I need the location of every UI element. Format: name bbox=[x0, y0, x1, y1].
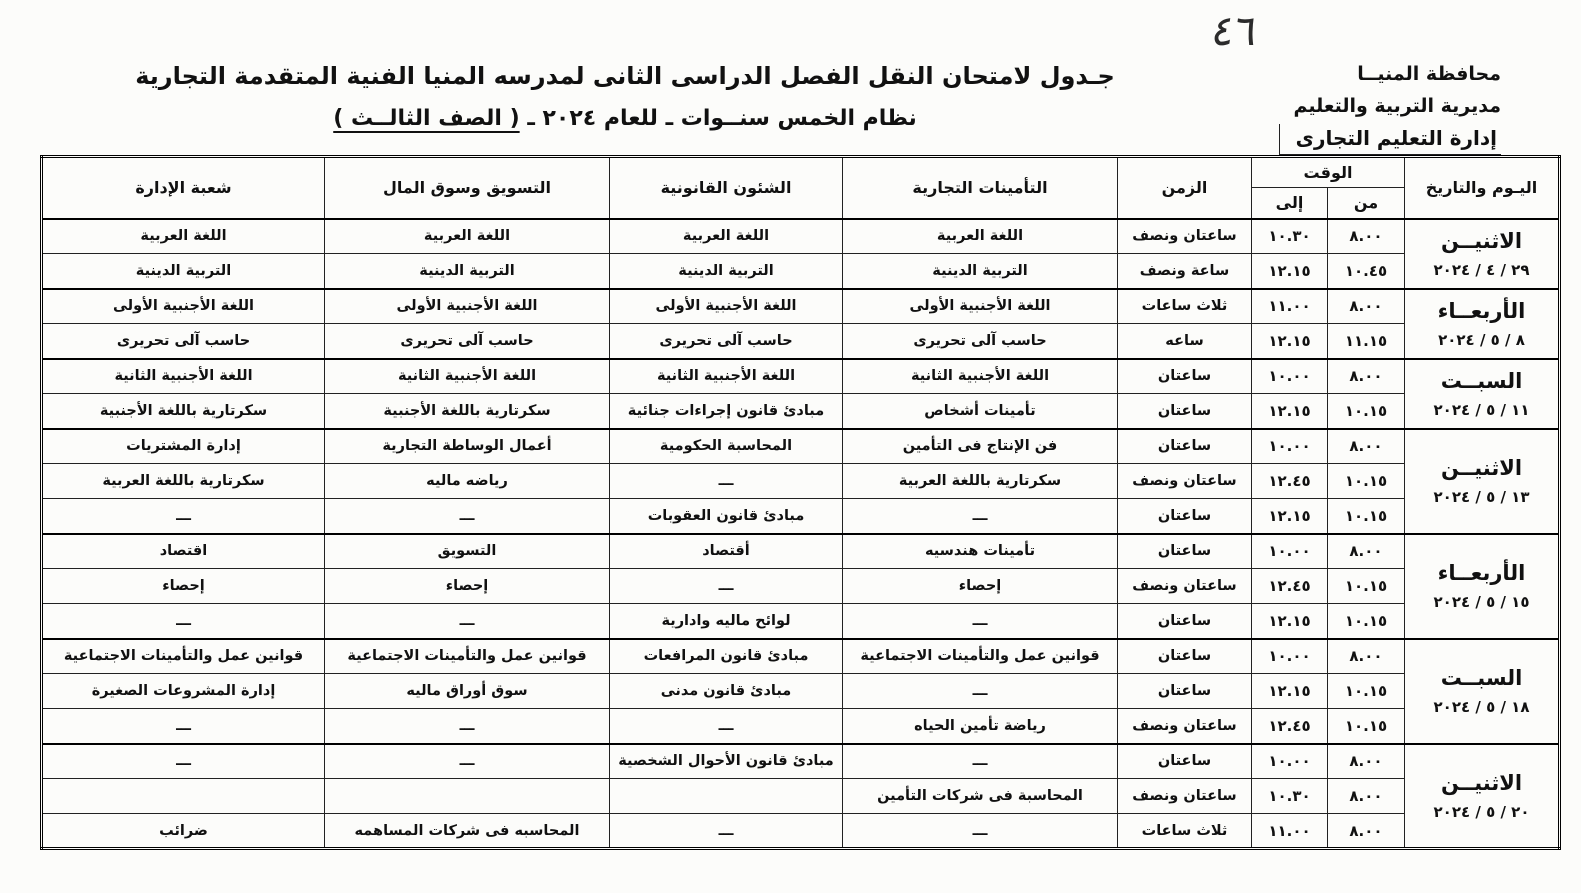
insurance-subject-cell: اللغة الأجنبية الأولى bbox=[843, 289, 1118, 324]
time-from-cell: ٨.٠٠ bbox=[1328, 779, 1405, 814]
exam-row bbox=[42, 219, 1560, 254]
exam-row bbox=[42, 814, 1560, 849]
time-from-cell: ١٠.١٥ bbox=[1328, 499, 1405, 534]
time-from-cell: ٨.٠٠ bbox=[1328, 429, 1405, 464]
duration-cell: ساعتان ونصف bbox=[1118, 219, 1252, 254]
marketing-subject-cell: إحصاء bbox=[325, 569, 610, 604]
time-from-cell: ١٠.١٥ bbox=[1328, 464, 1405, 499]
duration-cell: ساعتان bbox=[1118, 744, 1252, 779]
time-from-cell: ٨.٠٠ bbox=[1328, 744, 1405, 779]
day-name: الاثنيــن bbox=[1440, 770, 1523, 795]
insurance-subject-cell: تأمينات هندسيه bbox=[843, 534, 1118, 569]
day-date-cell bbox=[1405, 289, 1560, 359]
time-to-cell: ١١.٠٠ bbox=[1252, 814, 1328, 849]
time-from-cell: ١٠.١٥ bbox=[1328, 674, 1405, 709]
header-time: الوقت bbox=[1252, 157, 1405, 188]
insurance-subject-cell: ـــ bbox=[843, 499, 1118, 534]
duration-cell: ساعتان bbox=[1118, 394, 1252, 429]
legal-subject-cell: اللغة الأجنبية الثانية bbox=[610, 359, 843, 394]
marketing-subject-cell: ـــ bbox=[325, 744, 610, 779]
management-subject-cell: ـــ bbox=[42, 604, 325, 639]
duration-cell: ساعه bbox=[1118, 324, 1252, 359]
marketing-subject-cell: ـــ bbox=[325, 499, 610, 534]
legal-subject-cell: مبادئ قانون إجراءات جنائية bbox=[610, 394, 843, 429]
header-management: شعبة الإدارة bbox=[42, 157, 325, 219]
exam-row bbox=[42, 289, 1560, 324]
exam-row bbox=[42, 569, 1560, 604]
exam-row bbox=[42, 534, 1560, 569]
management-subject-cell bbox=[42, 779, 325, 814]
legal-subject-cell bbox=[610, 779, 843, 814]
exam-row bbox=[42, 254, 1560, 289]
handwritten-page-number: ٤٦ bbox=[1208, 6, 1261, 55]
day-date: ٢٩ / ٤ / ٢٠٢٤ bbox=[1433, 260, 1530, 279]
duration-cell: ساعتان bbox=[1118, 604, 1252, 639]
insurance-subject-cell: تأمينات أشخاص bbox=[843, 394, 1118, 429]
time-from-cell: ٨.٠٠ bbox=[1328, 534, 1405, 569]
time-from-cell: ٨.٠٠ bbox=[1328, 289, 1405, 324]
exam-row bbox=[42, 779, 1560, 814]
marketing-subject-cell: أعمال الوساطة التجارية bbox=[325, 429, 610, 464]
exam-row bbox=[42, 324, 1560, 359]
duration-cell: ثلاث ساعات bbox=[1118, 289, 1252, 324]
issuing-authority bbox=[1231, 58, 1501, 155]
time-from-cell: ١٠.١٥ bbox=[1328, 569, 1405, 604]
day-date: ٨ / ٥ / ٢٠٢٤ bbox=[1438, 330, 1525, 349]
time-to-cell: ١٠.٠٠ bbox=[1252, 429, 1328, 464]
management-subject-cell: قوانين عمل والتأمينات الاجتماعية bbox=[42, 639, 325, 674]
exam-row bbox=[42, 744, 1560, 779]
insurance-subject-cell: حاسب آلى تحريرى bbox=[843, 324, 1118, 359]
duration-cell: ساعتان ونصف bbox=[1118, 709, 1252, 744]
subtitle-system-year: نظام الخمس سنــوات ـ للعام ٢٠٢٤ ـ bbox=[527, 106, 917, 131]
exam-row bbox=[42, 359, 1560, 394]
marketing-subject-cell: حاسب آلى تحريرى bbox=[325, 324, 610, 359]
time-to-cell: ١٢.٤٥ bbox=[1252, 709, 1328, 744]
exam-row bbox=[42, 429, 1560, 464]
insurance-subject-cell: اللغة الأجنبية الثانية bbox=[843, 359, 1118, 394]
management-subject-cell: ـــ bbox=[42, 744, 325, 779]
management-subject-cell: إحصاء bbox=[42, 569, 325, 604]
duration-cell: ساعتان bbox=[1118, 639, 1252, 674]
time-from-cell: ٨.٠٠ bbox=[1328, 639, 1405, 674]
page-subtitle bbox=[110, 106, 1140, 131]
exam-row bbox=[42, 674, 1560, 709]
marketing-subject-cell: ـــ bbox=[325, 604, 610, 639]
time-from-cell: ١٠.١٥ bbox=[1328, 604, 1405, 639]
header-duration: الزمن bbox=[1118, 157, 1252, 219]
management-subject-cell: التربية الدينية bbox=[42, 254, 325, 289]
legal-subject-cell: مبادئ قانون مدنى bbox=[610, 674, 843, 709]
duration-cell: ساعتان bbox=[1118, 674, 1252, 709]
time-from-cell: ١١.١٥ bbox=[1328, 324, 1405, 359]
time-from-cell: ٨.٠٠ bbox=[1328, 359, 1405, 394]
legal-subject-cell: ـــ bbox=[610, 709, 843, 744]
day-date-cell bbox=[1405, 429, 1560, 534]
day-date-cell bbox=[1405, 219, 1560, 289]
insurance-subject-cell: ـــ bbox=[843, 814, 1118, 849]
time-from-cell: ١٠.١٥ bbox=[1328, 394, 1405, 429]
exam-row bbox=[42, 499, 1560, 534]
time-to-cell: ١٠.٠٠ bbox=[1252, 359, 1328, 394]
time-to-cell: ١٠.٠٠ bbox=[1252, 639, 1328, 674]
header-day-date: اليـوم والتاريخ bbox=[1405, 157, 1560, 219]
duration-cell: ساعتان ونصف bbox=[1118, 464, 1252, 499]
time-to-cell: ١٢.١٥ bbox=[1252, 499, 1328, 534]
day-name: الاثنيــن bbox=[1440, 456, 1523, 480]
legal-subject-cell: ـــ bbox=[610, 814, 843, 849]
time-to-cell: ١٢.٤٥ bbox=[1252, 464, 1328, 499]
time-from-cell: ٨.٠٠ bbox=[1328, 219, 1405, 254]
insurance-subject-cell: إحصاء bbox=[843, 569, 1118, 604]
time-to-cell: ١٠.٣٠ bbox=[1252, 779, 1328, 814]
legal-subject-cell: مبادئ قانون الأحوال الشخصية bbox=[610, 744, 843, 779]
duration-cell: ساعتان ونصف bbox=[1118, 569, 1252, 604]
header-marketing: التسويق وسوق المال bbox=[325, 157, 610, 219]
insurance-subject-cell: ـــ bbox=[843, 744, 1118, 779]
day-date-cell bbox=[1405, 359, 1560, 429]
day-name: الأربعــاء bbox=[1437, 298, 1526, 323]
marketing-subject-cell: رياضه ماليه bbox=[325, 464, 610, 499]
insurance-subject-cell: التربية الدينية bbox=[843, 254, 1118, 289]
management-subject-cell: اقتصاد bbox=[42, 534, 325, 569]
legal-subject-cell: ـــ bbox=[610, 569, 843, 604]
management-subject-cell: حاسب آلى تحريرى bbox=[42, 324, 325, 359]
time-to-cell: ١٢.١٥ bbox=[1252, 674, 1328, 709]
table-body bbox=[42, 219, 1560, 849]
legal-subject-cell: ـــ bbox=[610, 464, 843, 499]
legal-subject-cell: أقتصاد bbox=[610, 534, 843, 569]
marketing-subject-cell: اللغة الأجنبية الأولى bbox=[325, 289, 610, 324]
page-title: جـدول لامتحان النقل الفصل الدراسى الثانى لمدرسه المنيا الفنية المتقدمة التجارية bbox=[135, 62, 1115, 90]
marketing-subject-cell: التسويق bbox=[325, 534, 610, 569]
legal-subject-cell: لوائح ماليه وادارية bbox=[610, 604, 843, 639]
header-time-from: من bbox=[1328, 188, 1405, 219]
marketing-subject-cell: سوق أوراق ماليه bbox=[325, 674, 610, 709]
day-date: ١٨ / ٥ / ٢٠٢٤ bbox=[1433, 698, 1530, 716]
management-subject-cell: سكرتارية باللغة العربية bbox=[42, 464, 325, 499]
marketing-subject-cell: قوانين عمل والتأمينات الاجتماعية bbox=[325, 639, 610, 674]
management-subject-cell: إدارة المشروعات الصغيرة bbox=[42, 674, 325, 709]
management-subject-cell: ضرائب bbox=[42, 814, 325, 849]
marketing-subject-cell: التربية الدينية bbox=[325, 254, 610, 289]
time-to-cell: ١١.٠٠ bbox=[1252, 289, 1328, 324]
time-to-cell: ١٠.٠٠ bbox=[1252, 744, 1328, 779]
header-insurance: التأمينات التجارية bbox=[843, 157, 1118, 219]
duration-cell: ساعتان bbox=[1118, 359, 1252, 394]
insurance-subject-cell: اللغة العربية bbox=[843, 219, 1118, 254]
legal-subject-cell: اللغة الأجنبية الأولى bbox=[610, 289, 843, 324]
exam-row bbox=[42, 604, 1560, 639]
time-to-cell: ١٢.٤٥ bbox=[1252, 569, 1328, 604]
marketing-subject-cell: المحاسبه فى شركات المساهمه bbox=[325, 814, 610, 849]
header-time-to: إلى bbox=[1252, 188, 1328, 219]
time-to-cell: ١٢.١٥ bbox=[1252, 394, 1328, 429]
day-date-cell bbox=[1405, 639, 1560, 744]
legal-subject-cell: مبادئ قانون العقوبات bbox=[610, 499, 843, 534]
exam-row bbox=[42, 394, 1560, 429]
governorate-label: محافظة المنيــا bbox=[1357, 63, 1501, 85]
legal-subject-cell: التربية الدينية bbox=[610, 254, 843, 289]
management-subject-cell: ـــ bbox=[42, 499, 325, 534]
duration-cell: ساعة ونصف bbox=[1118, 254, 1252, 289]
subtitle-grade: ( الصف الثالــث ) bbox=[333, 106, 520, 131]
insurance-subject-cell: قوانين عمل والتأمينات الاجتماعية bbox=[843, 639, 1118, 674]
time-to-cell: ١٢.١٥ bbox=[1252, 254, 1328, 289]
day-name: الأربعــاء bbox=[1437, 561, 1526, 585]
marketing-subject-cell bbox=[325, 779, 610, 814]
marketing-subject-cell: اللغة العربية bbox=[325, 219, 610, 254]
management-subject-cell: اللغة الأجنبية الثانية bbox=[42, 359, 325, 394]
directorate-label: مديرية التربية والتعليم bbox=[1293, 95, 1501, 117]
day-date: ١٥ / ٥ / ٢٠٢٤ bbox=[1433, 593, 1530, 611]
day-name: السبــت bbox=[1440, 368, 1523, 393]
insurance-subject-cell: رياضة تأمين الحياه bbox=[843, 709, 1118, 744]
time-from-cell: ١٠.٤٥ bbox=[1328, 254, 1405, 289]
duration-cell: ثلاث ساعات bbox=[1118, 814, 1252, 849]
duration-cell: ساعتان bbox=[1118, 499, 1252, 534]
time-from-cell: ٨.٠٠ bbox=[1328, 814, 1405, 849]
insurance-subject-cell: فن الإنتاج فى التأمين bbox=[843, 429, 1118, 464]
header-row bbox=[42, 157, 1560, 188]
marketing-subject-cell: ـــ bbox=[325, 709, 610, 744]
management-subject-cell: اللغة العربية bbox=[42, 219, 325, 254]
insurance-subject-cell: ـــ bbox=[843, 674, 1118, 709]
day-date-cell bbox=[1405, 534, 1560, 639]
day-date: ١٣ / ٥ / ٢٠٢٤ bbox=[1433, 488, 1530, 506]
exam-row bbox=[42, 464, 1560, 499]
legal-subject-cell: المحاسبة الحكومية bbox=[610, 429, 843, 464]
table-header bbox=[42, 157, 1560, 219]
time-to-cell: ١٢.١٥ bbox=[1252, 604, 1328, 639]
time-from-cell: ١٠.١٥ bbox=[1328, 709, 1405, 744]
duration-cell: ساعتان bbox=[1118, 534, 1252, 569]
marketing-subject-cell: سكرتارية باللغة الأجنبية bbox=[325, 394, 610, 429]
time-to-cell: ١٠.٣٠ bbox=[1252, 219, 1328, 254]
day-name: السبــت bbox=[1440, 666, 1523, 690]
management-subject-cell: سكرتارية باللغة الأجنبية bbox=[42, 394, 325, 429]
exam-row bbox=[42, 709, 1560, 744]
management-subject-cell: ـــ bbox=[42, 709, 325, 744]
legal-subject-cell: حاسب آلى تحريرى bbox=[610, 324, 843, 359]
time-to-cell: ١٢.١٥ bbox=[1252, 324, 1328, 359]
management-subject-cell: اللغة الأجنبية الأولى bbox=[42, 289, 325, 324]
management-subject-cell: إدارة المشتريات bbox=[42, 429, 325, 464]
header-legal: الشئون القانونية bbox=[610, 157, 843, 219]
insurance-subject-cell: المحاسبة فى شركات التأمين bbox=[843, 779, 1118, 814]
legal-subject-cell: اللغة العربية bbox=[610, 219, 843, 254]
time-to-cell: ١٠.٠٠ bbox=[1252, 534, 1328, 569]
day-date: ٢٠ / ٥ / ٢٠٢٤ bbox=[1433, 802, 1530, 821]
insurance-subject-cell: ـــ bbox=[843, 604, 1118, 639]
day-date: ١١ / ٥ / ٢٠٢٤ bbox=[1433, 400, 1530, 419]
insurance-subject-cell: سكرتارية باللغة العربية bbox=[843, 464, 1118, 499]
exam-schedule-table bbox=[40, 155, 1561, 850]
duration-cell: ساعتان ونصف bbox=[1118, 779, 1252, 814]
marketing-subject-cell: اللغة الأجنبية الثانية bbox=[325, 359, 610, 394]
department-label: إدارة التعليم التجارى bbox=[1279, 124, 1501, 155]
legal-subject-cell: مبادئ قانون المرافعات bbox=[610, 639, 843, 674]
duration-cell: ساعتان bbox=[1118, 429, 1252, 464]
exam-row bbox=[42, 639, 1560, 674]
day-date-cell bbox=[1405, 744, 1560, 849]
day-name: الاثنيــن bbox=[1440, 228, 1523, 253]
